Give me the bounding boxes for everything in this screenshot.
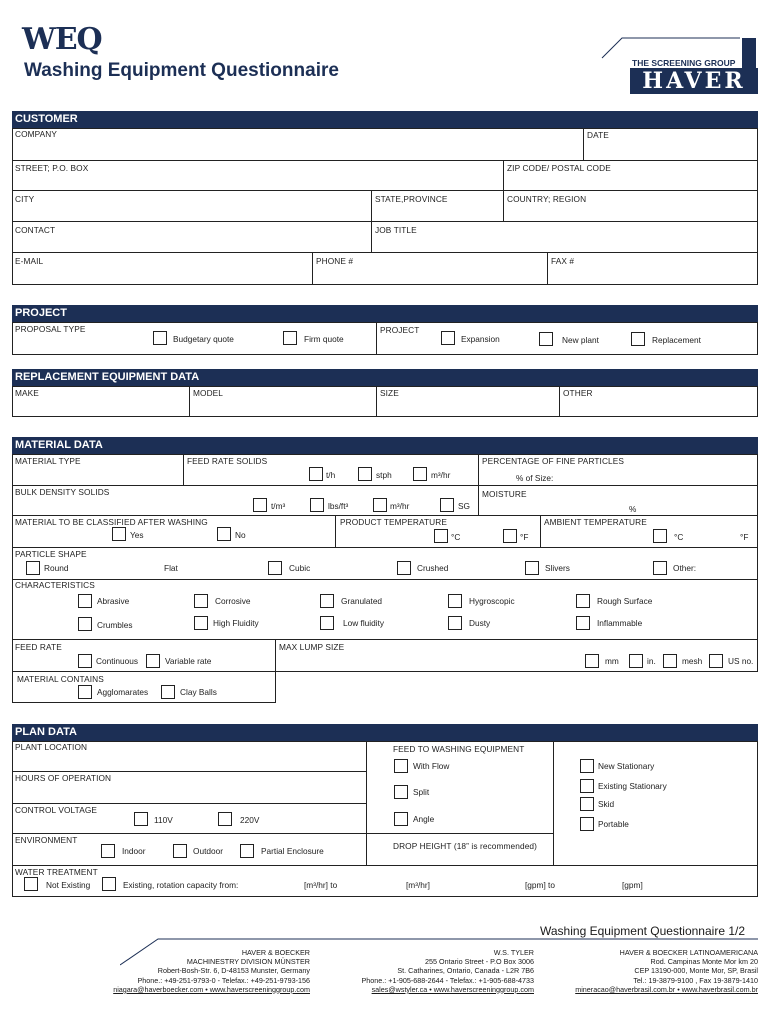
- lump-in-checkbox[interactable]: [629, 654, 643, 668]
- shape-round-label: Round: [44, 563, 69, 573]
- env-indoor-checkbox[interactable]: [101, 844, 115, 858]
- skid-label: Skid: [598, 799, 615, 809]
- m3hr-to-label: [m³/hr] to: [304, 880, 338, 890]
- voltage-220-label: 220V: [240, 815, 260, 825]
- budgetary-quote-checkbox[interactable]: [153, 331, 167, 345]
- unit-th-label: t/h: [326, 470, 336, 480]
- lump-mesh-label: mesh: [682, 656, 703, 666]
- project-heading: PROJECT: [12, 305, 758, 322]
- skid-checkbox[interactable]: [580, 797, 594, 811]
- env-outdoor-label: Outdoor: [193, 846, 223, 856]
- proposal-type-label: PROPOSAL TYPE: [15, 324, 86, 334]
- unit-sg-checkbox[interactable]: [440, 498, 454, 512]
- model-field[interactable]: MODEL: [193, 388, 224, 398]
- char-inflammable-label: Inflammable: [597, 618, 643, 628]
- footer-ws-tyler: W.S. TYLER 255 Ontario Street - P.O Box 3006 St. Catharines, Ontario, Canada - L2R 7B6 Phone.: +1-905-688-2644 - Telefax.: +1-905-688-4733 sales@wstyler.ca • www.haverscreeninggroup.com: [330, 948, 534, 994]
- logo-weq: WEQ: [22, 22, 102, 57]
- voltage-110-checkbox[interactable]: [134, 812, 148, 826]
- other-field[interactable]: OTHER: [563, 388, 593, 398]
- max-lump-label: MAX LUMP SIZE: [279, 642, 345, 652]
- shape-slivers-checkbox[interactable]: [525, 561, 539, 575]
- size-field[interactable]: SIZE: [380, 388, 399, 398]
- clay-balls-checkbox[interactable]: [161, 685, 175, 699]
- portable-label: Portable: [598, 819, 629, 829]
- unit-m3hr2-checkbox[interactable]: [373, 498, 387, 512]
- unit-tm3-label: t/m³: [271, 501, 286, 511]
- feed-continuous-label: Continuous: [96, 656, 138, 666]
- firm-quote-label: Firm quote: [304, 334, 344, 344]
- unit-m3hr2-label: m³/hr: [390, 501, 410, 511]
- replacement-label: Replacement: [652, 335, 701, 345]
- replacement-checkbox[interactable]: [631, 332, 645, 346]
- lump-in-label: in.: [647, 656, 656, 666]
- char-low-fluidity-checkbox[interactable]: [320, 616, 334, 630]
- lump-usno-label: US no.: [728, 656, 754, 666]
- project-type-label: PROJECT: [380, 325, 420, 335]
- shape-cubic-label: Cubic: [289, 563, 311, 573]
- email-field[interactable]: E-MAIL: [15, 256, 44, 266]
- existing-stationary-checkbox[interactable]: [580, 779, 594, 793]
- split-checkbox[interactable]: [394, 785, 408, 799]
- env-outdoor-checkbox[interactable]: [173, 844, 187, 858]
- characteristics-label: CHARACTERISTICS: [15, 580, 95, 590]
- env-partial-checkbox[interactable]: [240, 844, 254, 858]
- feed-variable-label: Variable rate: [165, 656, 212, 666]
- expansion-checkbox[interactable]: [441, 331, 455, 345]
- footer-tyler-contact-link[interactable]: sales@wstyler.ca • www.haverscreeninggroup.com: [371, 984, 534, 994]
- particle-shape-label: PARTICLE SHAPE: [15, 549, 87, 559]
- agglomerates-label: Agglomarates: [97, 687, 149, 697]
- portable-checkbox[interactable]: [580, 817, 594, 831]
- existing-rotation-label: Existing, rotation capacity from:: [123, 880, 239, 890]
- zip-field[interactable]: ZIP CODE/ POSTAL CODE: [507, 163, 611, 173]
- unit-m3hr-label: m³/hr: [431, 470, 451, 480]
- product-temp-label: PRODUCT TEMPERATURE: [340, 517, 448, 527]
- material-type-field[interactable]: MATERIAL TYPE: [15, 456, 81, 466]
- unit-m3hr-checkbox[interactable]: [413, 467, 427, 481]
- char-hygroscopic-label: Hygroscopic: [469, 596, 515, 606]
- environment-label: ENVIRONMENT: [15, 835, 78, 845]
- not-existing-label: Not Existing: [46, 880, 91, 890]
- ambient-temp-f-label: °F: [740, 532, 749, 542]
- char-rough-surface-checkbox[interactable]: [576, 594, 590, 608]
- page-title: Washing Equipment Questionnaire: [24, 60, 339, 81]
- pct-size-label: % of Size:: [516, 473, 554, 483]
- brand-bar: [742, 38, 756, 68]
- brand-tagline: THE SCREENING GROUP: [632, 58, 736, 68]
- date-field[interactable]: DATE: [587, 130, 609, 140]
- new-stationary-checkbox[interactable]: [580, 759, 594, 773]
- control-voltage-label: CONTROL VOLTAGE: [15, 805, 98, 815]
- shape-cubic-checkbox[interactable]: [268, 561, 282, 575]
- company-field[interactable]: COMPANY: [15, 129, 58, 139]
- shape-crushed-checkbox[interactable]: [397, 561, 411, 575]
- city-field[interactable]: CITY: [15, 194, 35, 204]
- char-rough-surface-label: Rough Surface: [597, 596, 653, 606]
- product-temp-c-checkbox[interactable]: [434, 529, 448, 543]
- hours-operation-field[interactable]: HOURS OF OPERATION: [15, 773, 112, 783]
- classified-yes-label: Yes: [130, 530, 144, 540]
- product-temp-c-label: °C: [451, 532, 461, 542]
- char-high-fluidity-label: High Fluidity: [213, 618, 259, 628]
- classified-no-label: No: [235, 530, 246, 540]
- lump-usno-checkbox[interactable]: [709, 654, 723, 668]
- drop-height-field[interactable]: DROP HEIGHT (18” is recommended): [393, 841, 537, 851]
- char-inflammable-checkbox[interactable]: [576, 616, 590, 630]
- char-corrosive-label: Corrosive: [215, 596, 251, 606]
- classified-yes-checkbox[interactable]: [112, 527, 126, 541]
- clay-balls-label: Clay Balls: [180, 687, 217, 697]
- char-abrasive-label: Abrasive: [97, 596, 130, 606]
- moisture-pct-label: %: [629, 504, 637, 514]
- char-granulated-checkbox[interactable]: [320, 594, 334, 608]
- agglomerates-checkbox[interactable]: [78, 685, 92, 699]
- shape-other-checkbox[interactable]: [653, 561, 667, 575]
- product-temp-f-label: °F: [520, 532, 529, 542]
- feed-to-washing-label: FEED TO WASHING EQUIPMENT: [393, 744, 525, 754]
- unit-lbsft3-label: lbs/ft³: [328, 501, 349, 511]
- char-dusty-checkbox[interactable]: [448, 616, 462, 630]
- replacement-heading: REPLACEMENT EQUIPMENT DATA: [12, 369, 758, 386]
- feed-rate-label: FEED RATE: [15, 642, 62, 652]
- m3hr-label: [m³/hr]: [406, 880, 430, 890]
- footer-brasil-contact-link[interactable]: mineracao@haverbrasil.com.br • www.haverbrasil.com.br: [575, 984, 758, 994]
- voltage-110-label: 110V: [154, 815, 173, 825]
- feed-variable-checkbox[interactable]: [146, 654, 160, 668]
- plan-heading: PLAN DATA: [12, 724, 758, 741]
- existing-rotation-checkbox[interactable]: [102, 877, 116, 891]
- footer-latinoamericana: HAVER & BOECKER LATINOAMERICANA Rod. Campinas Monte Mor km 20 CEP 13190-000, Monte Mor, SP, Brasil Tel.: 19-3879-9100 , Fax 19-3879-1410 mineracao@haverbrasil.com.br • www.haverbrasil.com.br: [545, 948, 758, 994]
- new-plant-label: New plant: [562, 335, 599, 345]
- classified-label: MATERIAL TO BE CLASSIFIED AFTER WASHING: [15, 517, 208, 527]
- char-crumbles-label: Crumbles: [97, 620, 133, 630]
- char-corrosive-checkbox[interactable]: [194, 594, 208, 608]
- unit-th-checkbox[interactable]: [309, 467, 323, 481]
- moisture-field[interactable]: MOISTURE: [482, 489, 527, 499]
- footer-haver-boecker: HAVER & BOECKER MACHINESTRY DIVISION MÜNSTER Robert-Bosh-Str. 6, D-48153 Munster, Germany Phone.: +49-251-9793-0 - Telefax.: +49-251-9793-156 niagara@haverboecker.com • www.haverscreeninggroup.com: [110, 948, 310, 994]
- shape-other-label: Other:: [673, 563, 697, 573]
- char-hygroscopic-checkbox[interactable]: [448, 594, 462, 608]
- footer-haver-contact-link[interactable]: niagara@haverboecker.com • www.haverscreeninggroup.com: [113, 984, 310, 994]
- char-crumbles-checkbox[interactable]: [78, 617, 92, 631]
- brand-corner-lines: [600, 34, 760, 60]
- char-dusty-label: Dusty: [469, 618, 491, 628]
- bulk-density-label: BULK DENSITY SOLIDS: [15, 487, 110, 497]
- with-flow-checkbox[interactable]: [394, 759, 408, 773]
- feed-rate-solids-label: FEED RATE SOLIDS: [187, 456, 268, 466]
- shape-round-checkbox[interactable]: [26, 561, 40, 575]
- gpm-label: [gpm]: [622, 880, 643, 890]
- shape-flat-label: Flat: [164, 563, 178, 573]
- angle-label: Angle: [413, 814, 435, 824]
- gpm-to-label: [gpm] to: [525, 880, 555, 890]
- brand-haver-logo: HAVER: [630, 68, 758, 94]
- expansion-label: Expansion: [461, 334, 500, 344]
- unit-tm3-checkbox[interactable]: [253, 498, 267, 512]
- lump-mm-checkbox[interactable]: [585, 654, 599, 668]
- job-title-field[interactable]: JOB TITLE: [375, 225, 417, 235]
- env-partial-label: Partial Enclosure: [261, 846, 324, 856]
- material-contains-label: MATERIAL CONTAINS: [17, 674, 104, 684]
- lump-mesh-checkbox[interactable]: [663, 654, 677, 668]
- phone-field[interactable]: PHONE #: [316, 256, 354, 266]
- env-indoor-label: Indoor: [122, 846, 146, 856]
- not-existing-checkbox[interactable]: [24, 877, 38, 891]
- char-granulated-label: Granulated: [341, 596, 383, 606]
- unit-stph-checkbox[interactable]: [358, 467, 372, 481]
- street-field[interactable]: STREET; P.O. BOX: [15, 163, 89, 173]
- fine-particles-label: PERCENTAGE OF FINE PARTICLES: [482, 456, 625, 466]
- existing-stationary-label: Existing Stationary: [598, 781, 667, 791]
- ambient-temp-label: AMBIENT TEMPERATURE: [544, 517, 647, 527]
- material-heading: MATERIAL DATA: [12, 437, 758, 454]
- char-low-fluidity-label: Low fluidity: [343, 618, 385, 628]
- split-label: Split: [413, 787, 430, 797]
- footer-page-title: Washing Equipment Questionnaire 1/2: [540, 924, 746, 938]
- feed-continuous-checkbox[interactable]: [78, 654, 92, 668]
- firm-quote-checkbox[interactable]: [283, 331, 297, 345]
- customer-heading: CUSTOMER: [12, 111, 758, 128]
- shape-slivers-label: Slivers: [545, 563, 570, 573]
- unit-sg-label: SG: [458, 501, 470, 511]
- contact-field[interactable]: CONTACT: [15, 225, 56, 235]
- unit-lbsft3-checkbox[interactable]: [310, 498, 324, 512]
- shape-crushed-label: Crushed: [417, 563, 449, 573]
- state-field[interactable]: STATE,PROVINCE: [375, 194, 448, 204]
- new-stationary-label: New Stationary: [598, 761, 655, 771]
- country-field[interactable]: COUNTRY; REGION: [507, 194, 587, 204]
- with-flow-label: With Flow: [413, 761, 450, 771]
- new-plant-checkbox[interactable]: [539, 332, 553, 346]
- angle-checkbox[interactable]: [394, 812, 408, 826]
- fax-field[interactable]: FAX #: [551, 256, 575, 266]
- water-treatment-label: WATER TREATMENT: [15, 867, 98, 877]
- product-temp-f-checkbox[interactable]: [503, 529, 517, 543]
- classified-no-checkbox[interactable]: [217, 527, 231, 541]
- make-field[interactable]: MAKE: [15, 388, 39, 398]
- plant-location-field[interactable]: PLANT LOCATION: [15, 742, 88, 752]
- char-high-fluidity-checkbox[interactable]: [194, 616, 208, 630]
- customer-box: [12, 128, 758, 285]
- ambient-temp-c-checkbox[interactable]: [653, 529, 667, 543]
- ambient-temp-c-label: °C: [674, 532, 684, 542]
- char-abrasive-checkbox[interactable]: [78, 594, 92, 608]
- voltage-220-checkbox[interactable]: [218, 812, 232, 826]
- lump-mm-label: mm: [605, 656, 619, 666]
- unit-stph-label: stph: [376, 470, 392, 480]
- budgetary-quote-label: Budgetary quote: [173, 334, 234, 344]
